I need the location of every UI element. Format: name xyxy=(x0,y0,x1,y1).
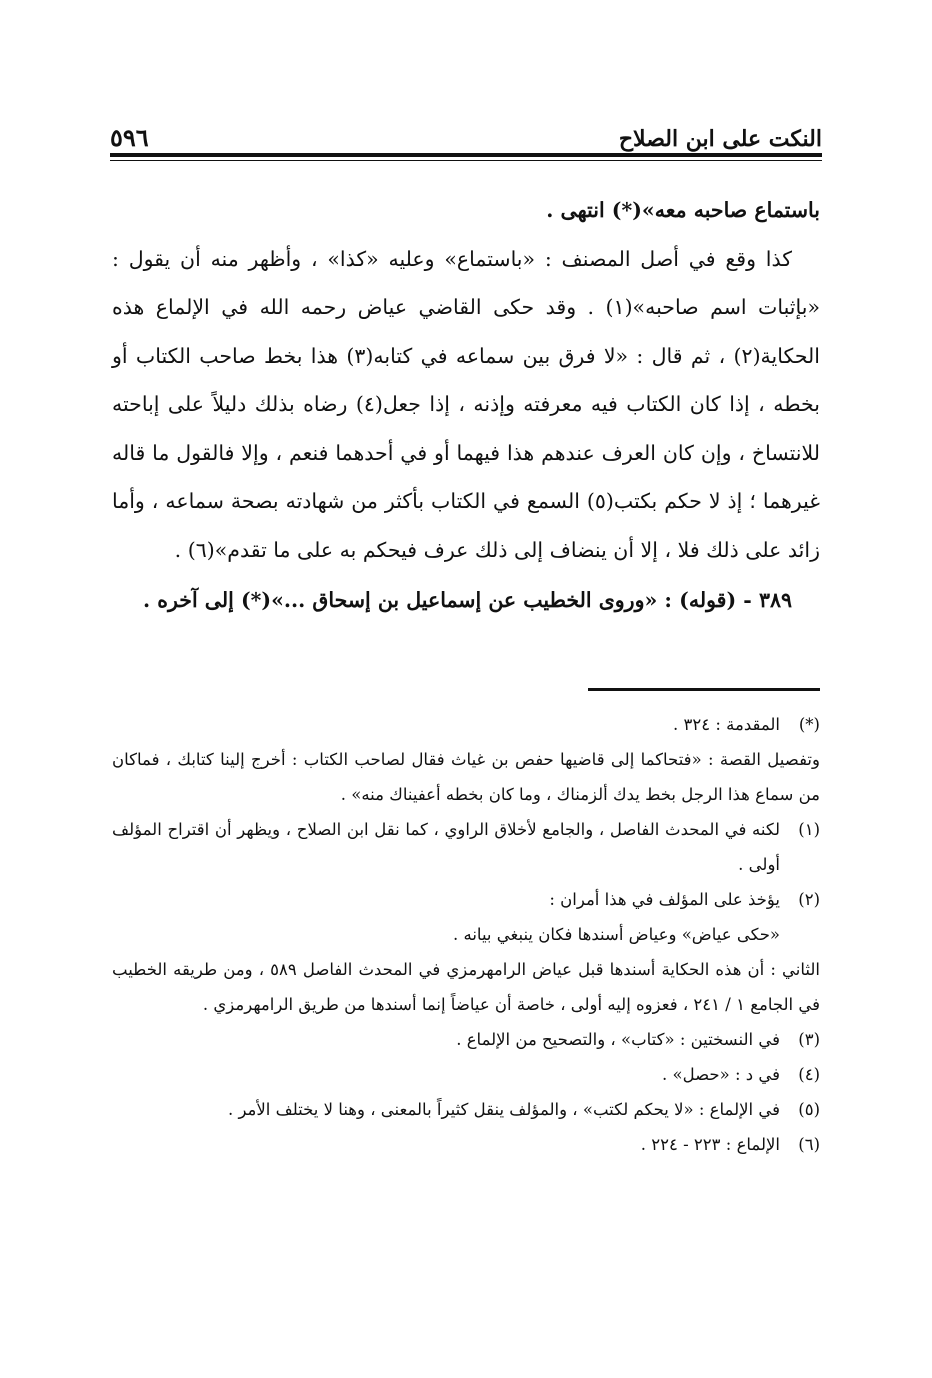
header-rule-thick xyxy=(110,153,822,157)
footnote-mark: (٥) xyxy=(798,1100,820,1119)
paragraph-1: باستماع صاحبه معه»(*) انتهى . xyxy=(546,198,820,222)
footnote-5 xyxy=(112,1092,820,1127)
page-number: ٥٩٦ xyxy=(110,123,149,152)
footnote-text: في د : «حصل» . xyxy=(662,1065,780,1084)
section-389: ٣٨٩ - (قوله) : «وروى الخطيب عن إسماعيل بن إسحاق ...»(*) إلى آخره . xyxy=(142,588,792,612)
footnote-star-detail: وتفصيل القصة : «فتحاكما إلى قاضيها حفص بن غياث فقال لصاحب الكتاب : أخرج إلينا كتابك ، فماكان من سماع هذا الرجل بخط يدك ألزمناك ، وما كان بخطه أعفيناك منه» . xyxy=(112,750,820,804)
footnote-mark: (٤) xyxy=(798,1065,820,1084)
paragraph-2: كذا وقع في أصل المصنف : «باستماع» وعليه «كذا» ، وأظهر منه أن يقول : «بإثبات اسم صاحبه»(١) . وقد حكى القاضي عياض رحمه الله في الإلماع هذه الحكاية(٢) ، ثم قال : «لا فرق بين سماعه في كتابه(٣) هذا بخط صاحب الكتاب أو بخطه ، إذا كان الكتاب فيه معرفته وإذنه ، إذا جعل(٤) رضاه بذلك دليلاً على إباحته للانتساخ ، وإن كان العرف عندهم هذا فيهما أو في أحدهما فنعم ، وإلا فالقول ما قاله غيرهما ؛ إذ لا حكم بكتب(٥) السمع في الكتاب بأكثر من شهادته بصحة سماعه ، وأما زائد على ذلك فلا ، إلا أن ينضاف إلى ذلك عرف فيحكم به على ما تقدم»(٦) . xyxy=(112,246,821,562)
footnote-4 xyxy=(112,1057,820,1092)
footnote-2-line-2: «حكى عياض» وعياض أسندها فكان ينبغي بيانه . xyxy=(452,925,780,944)
footnote-text: في الإلماع : «لا يحكم لكتب» ، والمؤلف ينقل كثيراً بالمعنى ، وهنا لا يختلف الأمر . xyxy=(227,1100,780,1119)
page-header xyxy=(110,116,822,152)
footnotes xyxy=(112,707,820,1162)
footnote-text: يؤخذ على المؤلف في هذا أمران : xyxy=(549,890,780,909)
footnote-1 xyxy=(112,812,820,882)
footnote-text: الإلماع : ٢٢٣ - ٢٢٤ . xyxy=(640,1135,780,1154)
footnote-star xyxy=(112,707,820,742)
footnote-mark: (٣) xyxy=(798,1030,820,1049)
footnote-3 xyxy=(112,1022,820,1057)
footnote-text: المقدمة : ٣٢٤ . xyxy=(673,715,780,734)
footnote-mark: (١) xyxy=(798,820,820,839)
footnote-mark: (*) xyxy=(798,715,820,734)
footnote-2-line-3: الثاني : أن هذه الحكاية أسندها قبل عياض الرامهرمزي في المحدث الفاصل ٥٨٩ ، ومن طريقه الخطيب في الجامع ١ / ٢٤١ ، فعزوه إليه أولى ، خاصة أن عياضاً إنما أسندها من طريق الرامهرمزي . xyxy=(112,960,821,1014)
header-rule-thin xyxy=(110,160,822,161)
footnote-2 xyxy=(112,882,820,917)
footnote-6 xyxy=(112,1127,820,1162)
footnote-mark: (٦) xyxy=(798,1135,820,1154)
footnote-separator xyxy=(588,688,820,691)
footnote-text: لكنه في المحدث الفاصل ، والجامع لأخلاق الراوي ، كما نقل ابن الصلاح ، ويظهر أن اقتراح المؤلف أولى . xyxy=(112,820,780,874)
footnote-mark: (٢) xyxy=(798,890,820,909)
book-title: النكت على ابن الصلاح xyxy=(618,126,822,152)
main-text xyxy=(112,186,820,625)
footnote-text: في النسختين : «كتاب» ، والتصحيح من الإلماع . xyxy=(456,1030,780,1049)
